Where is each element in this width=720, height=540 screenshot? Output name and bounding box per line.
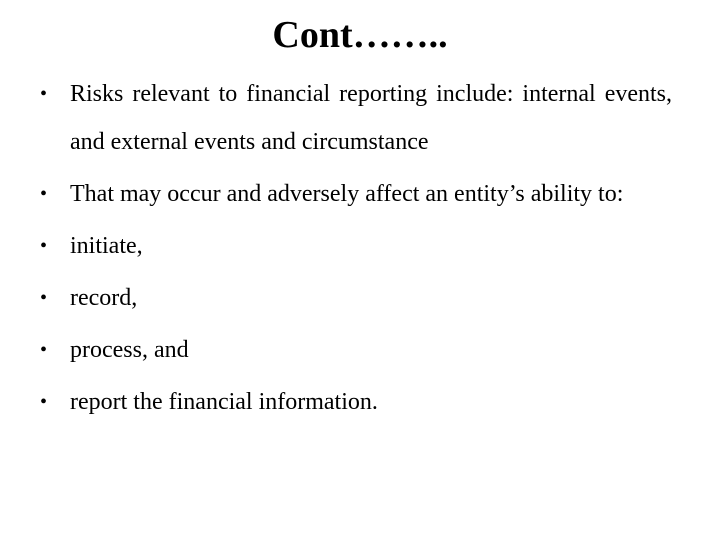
bullet-marker-icon: • [40,339,48,361]
bullet-marker-icon: • [40,183,48,205]
bullet-text: report the financial information. [70,389,378,415]
bullet-marker-icon: • [40,235,48,257]
bullet-marker-icon: • [40,83,48,105]
bullet-item-record [40,274,672,322]
bullet-item-report [40,378,672,426]
slide-title: Cont…….. [272,14,448,56]
bullet-item-adverse-effect [40,170,672,218]
bullet-item-risks [40,70,672,166]
bullet-item-initiate [40,222,672,270]
bullet-text: That may occur and adversely affect an entity’s ability to: [70,181,624,207]
bullet-list [40,70,672,430]
bullet-marker-icon: • [40,391,48,413]
bullet-text: process, and [70,337,189,363]
bullet-text: Risks relevant to financial reporting include: internal events, and external events and circumstance [70,81,672,155]
bullet-text: record, [70,285,138,311]
bullet-item-process [40,326,672,374]
bullet-text: initiate, [70,233,143,259]
bullet-marker-icon: • [40,287,48,309]
